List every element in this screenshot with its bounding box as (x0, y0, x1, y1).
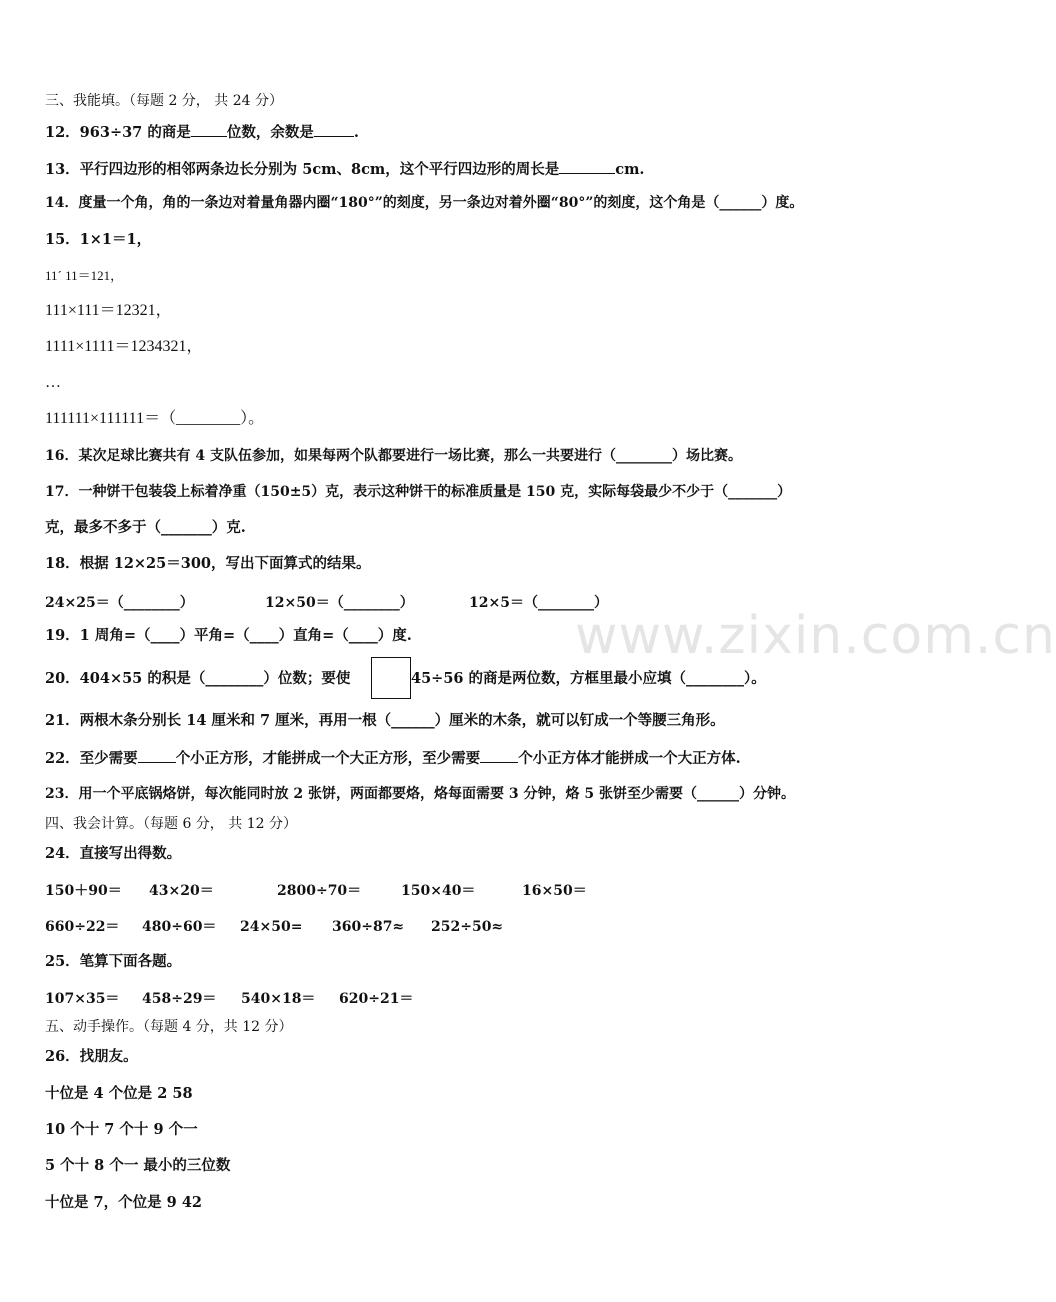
q24-r2-item-2: 480÷60＝ (142, 919, 217, 935)
q18-item-3: 12×5＝（________） (469, 595, 608, 611)
q26-line-3: 5 个十 8 个一 最小的三位数 (45, 1157, 231, 1174)
section-4-title: 四、我会计算。（每题 6 分， 共 12 分） (45, 816, 297, 832)
question-13 (45, 159, 644, 179)
q24-r2-item-4: 360÷87≈ (332, 919, 405, 935)
q22-blank-1 (138, 748, 176, 763)
q12-text-c: . (353, 124, 359, 141)
q26-line-1: 十位是 4 个位是 2 58 (45, 1085, 193, 1102)
q25-item-1: 107×35＝ (45, 991, 120, 1007)
question-15-line-3: 111×111＝12321， (45, 302, 172, 319)
question-19: 19．1 周角=（____）平角=（____）直角=（____）度. (45, 627, 412, 644)
q25-item-2: 458÷29＝ (142, 991, 217, 1007)
q24-r1-item-5: 16×50＝ (522, 883, 587, 899)
question-15-line-5: … (45, 374, 61, 391)
q24-r2-item-3: 24×50= (240, 919, 303, 935)
question-26: 26．找朋友。 (45, 1048, 138, 1065)
question-15-line-4: 1111×1111＝1234321， (45, 338, 203, 355)
q26-line-4: 十位是 7，个位是 9 42 (45, 1194, 203, 1211)
q24-r1-item-3: 2800÷70＝ (277, 883, 362, 899)
q22-text-b: 个小正方形，才能拼成一个大正方形，至少需要 (175, 750, 481, 767)
question-20-part-a: 20．404×55 的积是（________）位数；要使 (45, 670, 351, 687)
question-22 (45, 748, 741, 768)
question-20-part-b: 45÷56 的商是两位数，方框里最小应填（________）。 (411, 670, 766, 687)
q24-row-2 (45, 916, 503, 936)
q25-item-4: 620÷21＝ (339, 991, 414, 1007)
question-17-line-2: 克，最多不多于（_______）克. (45, 519, 246, 536)
q24-r1-item-1: 150＋90＝ (45, 883, 122, 899)
q22-text-a: 22．至少需要 (45, 750, 138, 767)
q18-item-1: 24×25＝（________） (45, 595, 194, 611)
q26-line-2: 10 个十 7 个十 9 个一 (45, 1121, 198, 1138)
q12-blank-1 (191, 122, 227, 137)
question-17-line-1: 17．一种饼干包装袋上标着净重（150±5）克，表示这种饼干的标准质量是 150 克，实际每袋最少不少于（_______） (45, 484, 792, 500)
question-16: 16．某次足球比赛共有 4 支队伍参加，如果每两个队都要进行一场比赛，那么一共要进行（________）场比赛。 (45, 448, 742, 464)
question-23: 23．用一个平底锅烙饼，每次能同时放 2 张饼，两面都要烙，烙每面需要 3 分钟，烙 5 张饼至少需要（______）分钟。 (45, 786, 795, 802)
q13-text-a: 13．平行四边形的相邻两条边长分别为 5cm、8cm，这个平行四边形的周长是 (45, 161, 560, 178)
q12-text-b: 位数，余数是 (226, 124, 314, 141)
q12-blank-2 (314, 122, 354, 137)
q25-row (45, 988, 413, 1008)
question-21: 21．两根木条分别长 14 厘米和 7 厘米，再用一根（______）厘米的木条，就可以钉成一个等腰三角形。 (45, 712, 725, 729)
watermark: www.zixin.com.cn (575, 606, 1056, 666)
question-15-line-1: 15．1×1＝1， (45, 231, 152, 248)
q22-text-c: 个小正方体才能拼成一个大正方体. (518, 750, 741, 767)
section-3-title: 三、我能填。（每题 2 分， 共 24 分） (45, 93, 283, 109)
section-5-title: 五、动手操作。（每题 4 分，共 12 分） (45, 1019, 293, 1035)
q22-blank-2 (480, 748, 518, 763)
q24-r2-item-5: 252÷50≈ (431, 919, 504, 935)
q18-answers (45, 592, 608, 612)
q13-blank (559, 159, 615, 174)
q12-text-a: 12．963÷37 的商是 (45, 124, 191, 141)
question-15-line-6: 111111×111111＝（________）。 (45, 410, 265, 427)
q24-r1-item-4: 150×40＝ (401, 883, 476, 899)
question-24: 24．直接写出得数。 (45, 845, 182, 862)
q24-r2-item-1: 660÷22＝ (45, 919, 120, 935)
question-15-line-2: 11´ 11＝121， (45, 268, 124, 283)
question-14: 14．度量一个角，角的一条边对着量角器内圈“180°”的刻度，另一条边对着外圈“80°”的刻度，这个角是（______）度。 (45, 195, 804, 211)
q20-answer-box[interactable] (371, 657, 411, 699)
question-18: 18．根据 12×25＝300，写出下面算式的结果。 (45, 555, 371, 572)
question-12 (45, 122, 359, 142)
q18-item-2: 12×50＝（________） (265, 595, 414, 611)
q13-text-b: cm. (615, 161, 645, 178)
q24-row-1 (45, 880, 587, 900)
q24-r1-item-2: 43×20＝ (149, 883, 214, 899)
question-25: 25．笔算下面各题。 (45, 953, 182, 970)
q25-item-3: 540×18＝ (241, 991, 316, 1007)
